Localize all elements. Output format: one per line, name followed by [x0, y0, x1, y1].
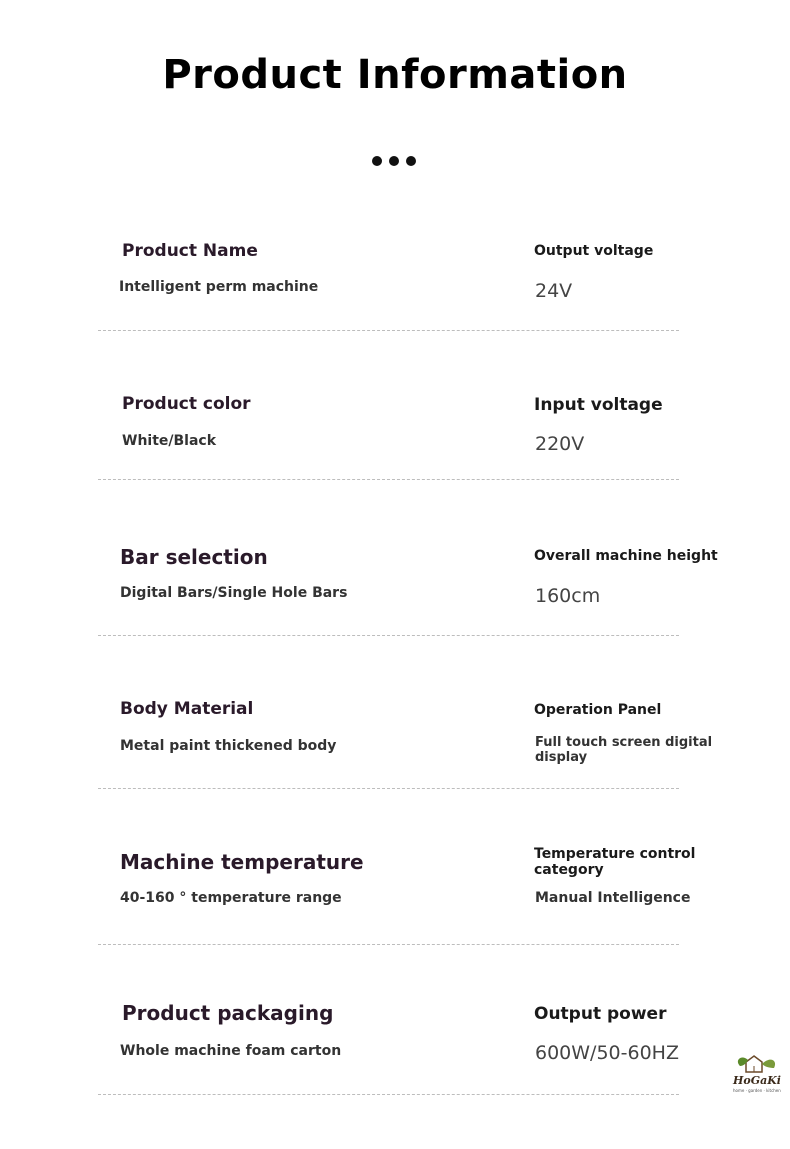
- logo-text: HoGaKi: [733, 1074, 781, 1087]
- divider: [98, 788, 679, 789]
- spec-row-product-packaging: [0, 999, 790, 1149]
- spec-right-value: Full touch screen digital display: [535, 735, 713, 765]
- spec-right-value: 600W/50-60HZ: [535, 1042, 679, 1064]
- divider: [98, 1094, 679, 1095]
- divider: [98, 479, 679, 480]
- spec-label: Product Name: [122, 241, 258, 261]
- spec-value: 40-160 ° temperature range: [120, 890, 342, 906]
- spec-row-body-material: [0, 697, 790, 847]
- spec-value: Metal paint thickened body: [120, 738, 337, 754]
- spec-right-value: 160cm: [535, 585, 601, 607]
- spec-value: Digital Bars/Single Hole Bars: [120, 585, 348, 601]
- spec-right-label: Overall machine height: [534, 548, 718, 564]
- divider: [98, 944, 679, 945]
- spec-row-bar-selection: [0, 543, 790, 693]
- spec-right-label: Temperature control category: [534, 846, 696, 878]
- divider: [98, 635, 679, 636]
- spec-right-value: 220V: [535, 433, 585, 455]
- logo-subtitle: home · garden · kitchen: [733, 1088, 781, 1093]
- spec-label: Body Material: [120, 699, 254, 719]
- divider: [98, 330, 679, 331]
- spec-row-product-color: [0, 391, 790, 541]
- spec-label: Product color: [122, 394, 251, 414]
- spec-right-label: Output voltage: [534, 243, 654, 259]
- spec-row-machine-temperature: [0, 848, 790, 998]
- spec-label: Product packaging: [122, 1001, 334, 1025]
- spec-value: Whole machine foam carton: [120, 1043, 342, 1059]
- spec-label: Bar selection: [120, 545, 268, 569]
- spec-right-label: Output power: [534, 1004, 667, 1024]
- spec-row-product-name: [0, 238, 790, 388]
- spec-right-value: 24V: [535, 280, 573, 302]
- spec-label: Machine temperature: [120, 850, 364, 874]
- spec-value: Intelligent perm machine: [119, 279, 319, 295]
- ellipsis-icon: [372, 156, 416, 166]
- spec-right-value: Manual Intelligence: [535, 890, 691, 906]
- spec-value: White/Black: [122, 433, 217, 449]
- spec-right-label: Operation Panel: [534, 702, 662, 718]
- page-title: Product Information: [162, 52, 628, 98]
- spec-right-label: Input voltage: [534, 395, 663, 415]
